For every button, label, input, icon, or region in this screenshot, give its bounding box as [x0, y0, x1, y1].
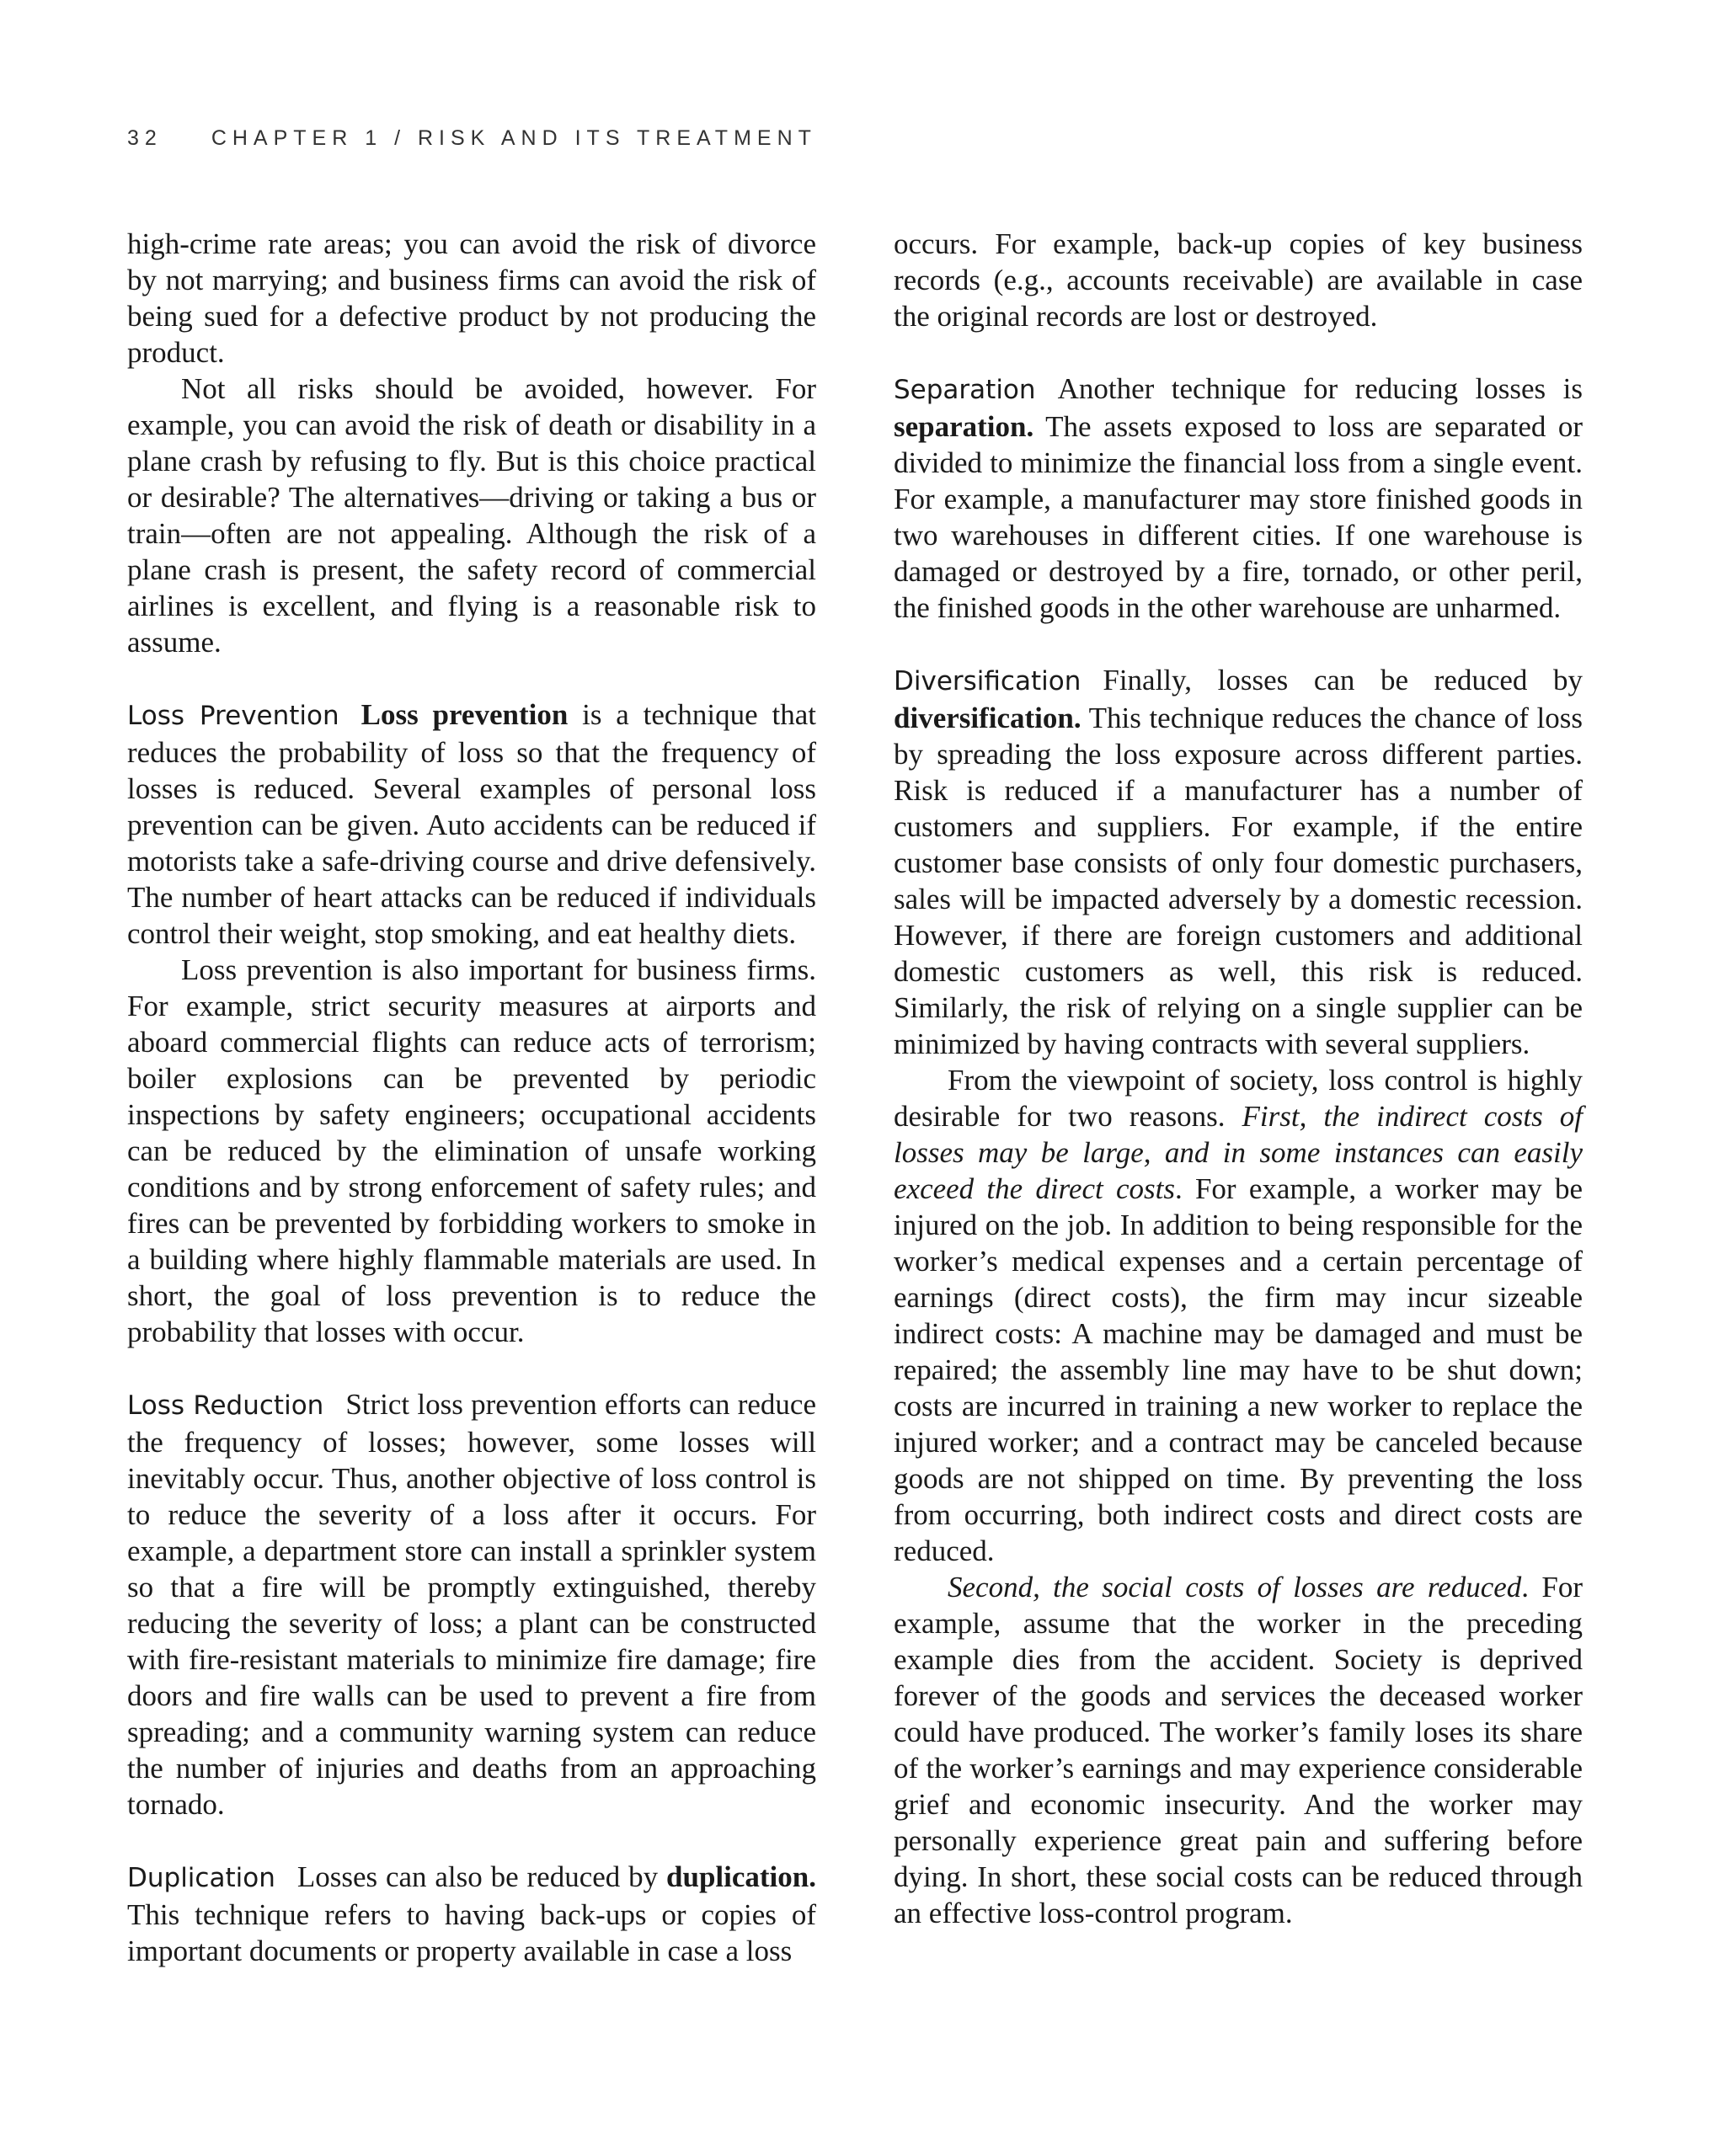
paragraph-social-costs: Second, the social costs of losses are reduced. For example, assume that the worker in the preceding example dies from the accident. Society is deprived forever of the goods and services the deceased worker could have produced. The worker’s family loses its share of the worker’s earnings and may experience considerable grief and economic insecurity. And the worker may personally experience great pain and suffering before dying. In short, these social costs can be reduced through an effective loss-control program.	[894, 1571, 1583, 1929]
page-number: 32	[127, 126, 163, 150]
text-loss-prevention: is a technique that reduces the probability of loss so that the frequency of losses is reduced. Several examples of personal loss prevention can be given. Auto accidents can be reduced if motorists take a safe-driving course and drive defensively. The number of heart attacks can be reduced if individuals control their weight, stop smoking, and eat healthy diets.	[127, 698, 816, 950]
lead-separation: Another technique for reducing losses is	[1057, 372, 1583, 405]
text-loss-reduction: Strict loss prevention efforts can reduce the frequency of losses; however, some losses will inevitably occur. Thus, another objective of loss control is to reduce the severity of a loss after it occurs. For example, a department store can install a sprinkler system so that a fire will be promptly extinguished, thereby reducing the severity of loss; a plant can be constructed with fire-resistant materials to minimize fire damage; fire doors and fire walls can be used to prevent a fire from spreading; and a community warning system can reduce the number of injuries and deaths from an approaching tornado.	[127, 1388, 816, 1821]
term-diversification: diversification.	[894, 702, 1081, 734]
paragraph-loss-prevention-business: Loss prevention is also important for business firms. For example, strict security measures at airports and aboard commercial flights can reduce acts of terrorism; boiler explosions can be prevented by periodic inspections by safety engineers; occupational accidents can be reduced by the elimination of unsafe working conditions and by strong enforcement of safety rules; and fires can be prevented by forbidding workers to smoke in a building where highly flammable materials are used. In short, the goal of loss prevention is to reduce the probability that losses with occur.	[127, 953, 816, 1348]
lead-duplication: Losses can also be reduced by	[296, 1860, 667, 1893]
text-duplication: This technique refers to having back-ups or copies of important documents or property available in case a loss	[127, 1898, 816, 1967]
term-separation: separation.	[894, 410, 1034, 443]
heading-loss-reduction: Loss Reduction	[127, 1390, 324, 1421]
left-column	[127, 226, 816, 1969]
text-diversification: This technique reduces the chance of loss by spreading the loss exposure across different parties. Risk is reduced if a manufacturer has a number of customers and suppliers. For example, if the entire customer base consists of only four domestic purchasers, sales will be impacted adversely by a domestic recession. However, if there are foreign customers and additional domestic customers as well, this risk is reduced. Similarly, the risk of relying on a single supplier can be minimized by having contracts with several suppliers.	[894, 702, 1583, 1060]
running-title: CHAPTER 1 / RISK AND ITS TREATMENT	[211, 126, 817, 150]
heading-duplication: Duplication	[127, 1863, 275, 1893]
paragraph-duplication-end: occurs. For example, back-up copies of key business records (e.g., accounts receivable) are available in case the original records are lost or destroyed.	[894, 227, 1583, 333]
paragraph-avoidance-end: high-crime rate areas; you can avoid the risk of divorce by not marrying; and business firms can avoid the risk of being sued for a defective product by not producing the product.	[127, 227, 816, 369]
term-duplication: duplication.	[666, 1860, 816, 1893]
heading-separation: Separation	[894, 375, 1036, 405]
term-loss-prevention: Loss prevention	[360, 698, 569, 731]
lead-diversification: Finally, losses can be reduced by	[1103, 664, 1583, 696]
heading-loss-prevention: Loss Prevention	[127, 701, 339, 731]
paragraph-society-viewpoint: From the viewpoint of society, loss control is highly desirable for two reasons. First, the indirect costs of losses may be large, and in some instances can easily exceed the direct costs. For example, a worker may be injured on the job. In addition to being responsible for the worker’s medical expenses and a certain percentage of earnings (direct costs), the firm may incur sizeable indirect costs: A machine may be damaged and must be repaired; the assembly line may have to be shut down; costs are incurred in training a new worker to replace the injured worker; and a contract may be canceled because goods are not shipped on time. By preventing the loss from occurring, both indirect costs and direct costs are reduced.	[894, 1064, 1583, 1567]
section-diversification	[894, 662, 1583, 1062]
paragraph-avoidance-caveat: Not all risks should be avoided, however. For example, you can avoid the risk of death or disability in a plane crash by refusing to fly. But is this choice practical or desirable? The alternatives—driving or taking a bus or train—often are not appealing. Although the risk of a plane crash is present, the safety record of commercial airlines is excellent, and flying is a reasonable risk to assume.	[127, 372, 816, 659]
text-separation: The assets exposed to loss are separated or divided to minimize the financial loss from a single event. For example, a manufacturer may store finished goods in two warehouses in different cities. If one warehouse is damaged or destroyed by a fire, tornado, or other peril, the finished goods in the other warehouse are unharmed.	[894, 410, 1583, 624]
section-loss-reduction	[127, 1386, 816, 1822]
running-header	[127, 126, 817, 151]
right-column	[894, 226, 1583, 1931]
section-separation	[894, 371, 1583, 626]
section-duplication	[127, 1859, 816, 1969]
italic-first-reason: First, the indirect costs of losses may be large, and in some instances can easily exceed the direct costs	[894, 1100, 1583, 1205]
italic-second-reason: Second, the social costs of losses are reduced	[948, 1571, 1522, 1604]
section-loss-prevention	[127, 696, 816, 952]
heading-diversification: Diversification	[894, 666, 1081, 696]
